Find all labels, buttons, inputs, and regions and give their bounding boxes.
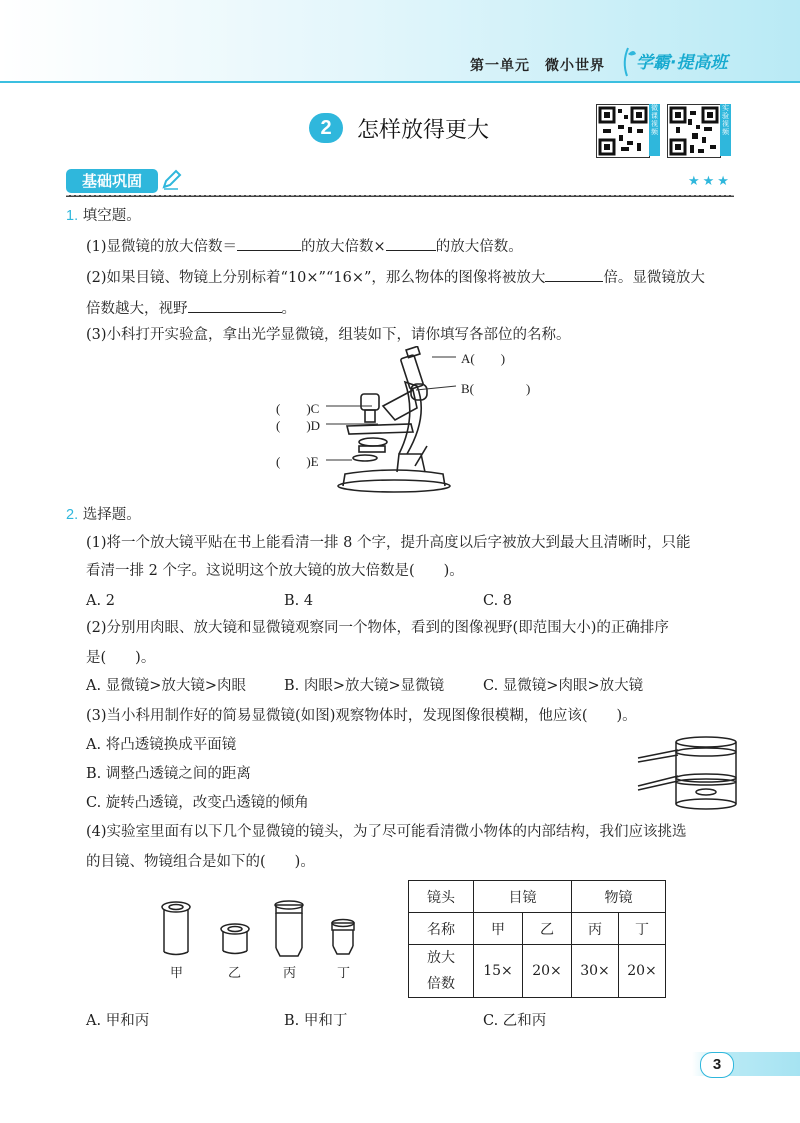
text-segment: 的放大倍数。 bbox=[435, 239, 523, 255]
choice-a[interactable]: A. 显微镜>放大镜>肉眼 bbox=[86, 678, 246, 694]
question-1-part-3: (3)小科打开实验盒，拿出光学显微镜，组装如下，请你填写各部位的名称。 bbox=[86, 327, 571, 343]
question-1-part-2 bbox=[86, 265, 705, 288]
answer-blank[interactable] bbox=[386, 234, 436, 251]
choice-b[interactable]: B. 甲和丁 bbox=[284, 1013, 348, 1029]
qr-code-icon[interactable] bbox=[667, 104, 721, 158]
microscope-label-e: ( )E bbox=[276, 454, 319, 469]
lesson-number-badge: 2 bbox=[309, 113, 343, 143]
choice-c[interactable]: C. 8 bbox=[483, 593, 513, 609]
lens-label: 甲 bbox=[170, 965, 184, 980]
table-header-cell: 物镜 bbox=[572, 881, 666, 913]
table-header-line: 倍数 bbox=[427, 976, 455, 992]
table-header-cell bbox=[409, 945, 474, 998]
difficulty-stars: ★★★ bbox=[688, 174, 732, 189]
microscope-label-d: ( )D bbox=[276, 418, 321, 433]
question-number: 2. bbox=[66, 507, 79, 523]
question-2-4-line-1: (4)实验室里面有以下几个显微镜的镜头，为了尽可能看清微小物体的内部结构，我们应该挑选 bbox=[86, 824, 687, 840]
table-cell: 乙 bbox=[523, 913, 572, 945]
unit-title: 第一单元 微小世界 bbox=[470, 58, 605, 74]
choice-a[interactable]: A. 2 bbox=[86, 593, 115, 609]
question-2-2-line-2: 是( )。 bbox=[86, 650, 156, 666]
text-segment: 的放大倍数× bbox=[301, 239, 386, 255]
table-cell: 15× bbox=[474, 945, 523, 998]
simple-microscope-figure bbox=[634, 734, 744, 814]
table-cell: 20× bbox=[523, 945, 572, 998]
table-cell: 30× bbox=[572, 945, 619, 998]
lens-label: 丁 bbox=[337, 965, 351, 980]
answer-blank[interactable] bbox=[237, 234, 301, 251]
section-title: 基础巩固 bbox=[66, 169, 158, 193]
qr-tag-label: 微课视频 bbox=[649, 104, 660, 156]
lens-label: 丙 bbox=[283, 965, 297, 980]
table-cell: 甲 bbox=[474, 913, 523, 945]
choice-c[interactable]: C. 旋转凸透镜，改变凸透镜的倾角 bbox=[86, 795, 309, 811]
qr-tag-label: 实验视频 bbox=[720, 104, 731, 156]
choice-b[interactable]: B. 4 bbox=[284, 593, 314, 609]
table-cell: 丁 bbox=[619, 913, 666, 945]
answer-blank[interactable] bbox=[545, 265, 603, 282]
text-segment: 倍数越大，视野 bbox=[86, 301, 188, 317]
lens-table bbox=[408, 880, 666, 998]
choice-b[interactable]: B. 肉眼>放大镜>显微镜 bbox=[284, 678, 445, 694]
lesson-title: 怎样放得更大 bbox=[357, 118, 490, 143]
question-2-1-line-2: 看清一排 2 个字。这说明这个放大镜的放大倍数是( )。 bbox=[86, 563, 464, 579]
text-segment: 。 bbox=[281, 301, 296, 317]
header-divider bbox=[0, 81, 800, 83]
brand-leaf-icon bbox=[616, 44, 638, 78]
question-2-2-line-1: (2)分别用肉眼、放大镜和显微镜观察同一个物体，看到的图像视野(即范围大小)的正确排序 bbox=[86, 620, 669, 636]
table-header-line: 放大 bbox=[427, 950, 455, 966]
choice-b[interactable]: B. 调整凸透镜之间的距离 bbox=[86, 766, 251, 782]
page-number: 3 bbox=[700, 1052, 734, 1078]
text-segment: (2)如果目镜、物镜上分别标着“10×”“16×”，那么物体的图像将被放大 bbox=[86, 270, 546, 286]
answer-blank[interactable] bbox=[188, 296, 282, 313]
question-1-heading bbox=[66, 206, 141, 226]
section-divider bbox=[66, 195, 734, 197]
question-2-3-line-1: (3)当小科用制作好的简易显微镜(如图)观察物体时，发现图像很模糊，他应该( )。 bbox=[86, 708, 637, 724]
choice-a[interactable]: A. 甲和丙 bbox=[86, 1013, 150, 1029]
choice-c[interactable]: C. 乙和丙 bbox=[483, 1013, 547, 1029]
table-cell: 丙 bbox=[572, 913, 619, 945]
brand-name: 学霸·提高班 bbox=[636, 53, 728, 73]
choice-c[interactable]: C. 显微镜>肉眼>放大镜 bbox=[483, 678, 644, 694]
table-header-cell: 名称 bbox=[409, 913, 474, 945]
table-cell: 20× bbox=[619, 945, 666, 998]
question-1-part-2-cont bbox=[86, 296, 296, 319]
question-1-part-1 bbox=[86, 234, 523, 257]
question-2-1-line-1: (1)将一个放大镜平贴在书上能看清一排 8 个字，提升高度以后字被放大到最大且清晰时，只能 bbox=[86, 535, 691, 551]
pencil-icon bbox=[160, 169, 182, 191]
question-prompt: 选择题。 bbox=[82, 507, 141, 523]
question-2-heading bbox=[66, 505, 141, 525]
table-header-cell: 目镜 bbox=[474, 881, 572, 913]
table-header-cell: 镜头 bbox=[409, 881, 474, 913]
text-segment: 倍。显微镜放大 bbox=[603, 270, 705, 286]
question-prompt: 填空题。 bbox=[82, 208, 141, 224]
question-2-4-line-2: 的目镜、物镜组合是如下的( )。 bbox=[86, 854, 315, 870]
text-segment: (1)显微镜的放大倍数＝ bbox=[86, 239, 238, 255]
qr-code-icon[interactable] bbox=[596, 104, 650, 158]
choice-a[interactable]: A. 将凸透镜换成平面镜 bbox=[86, 737, 237, 753]
question-number: 1. bbox=[66, 208, 79, 224]
microscope-label-a: A( ) bbox=[461, 351, 506, 366]
microscope-label-c: ( )C bbox=[276, 401, 320, 416]
lens-drawings bbox=[155, 896, 385, 960]
lens-label: 乙 bbox=[228, 965, 242, 980]
microscope-label-b: B( ) bbox=[461, 381, 531, 396]
